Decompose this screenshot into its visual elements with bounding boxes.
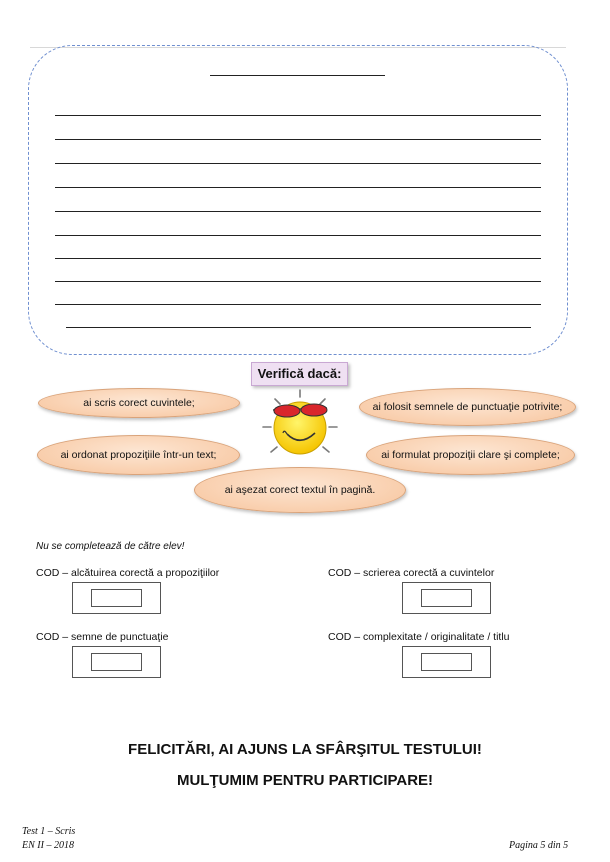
cod-label-complexity: COD – complexitate / originalitate / titlu: [328, 631, 510, 643]
writing-line[interactable]: [55, 115, 541, 116]
writing-line[interactable]: [55, 163, 541, 164]
cod-label-sentences: COD – alcătuirea corectă a propoziţiilor: [36, 567, 220, 579]
writing-line[interactable]: [55, 187, 541, 188]
cod-box-punctuation[interactable]: [72, 646, 161, 678]
teacher-only-note: Nu se completează de către elev!: [36, 541, 185, 552]
cod-inner-field[interactable]: [421, 589, 472, 607]
footer-test-name: Test 1 – Scris: [22, 826, 76, 837]
cod-box-sentences[interactable]: [72, 582, 161, 614]
checklist-bubble-layout: ai aşezat corect textul în pagină.: [194, 467, 406, 513]
writing-area-frame: [28, 45, 568, 355]
writing-line[interactable]: [55, 304, 541, 305]
sun-with-sunglasses-icon: [247, 384, 353, 470]
cod-inner-field[interactable]: [91, 653, 142, 671]
checklist-bubble-spelling: ai scris corect cuvintele;: [38, 388, 240, 418]
writing-line[interactable]: [55, 235, 541, 236]
writing-line[interactable]: [55, 258, 541, 259]
cod-box-complexity[interactable]: [402, 646, 491, 678]
cod-label-punctuation: COD – semne de punctuaţie: [36, 631, 169, 643]
cod-inner-field[interactable]: [421, 653, 472, 671]
cod-inner-field[interactable]: [91, 589, 142, 607]
writing-line[interactable]: [66, 327, 531, 328]
writing-line[interactable]: [55, 281, 541, 282]
thank-you-heading: MULŢUMIM PENTRU PARTICIPARE!: [176, 772, 434, 789]
footer-exam-year: EN II – 2018: [22, 840, 74, 851]
checklist-bubble-punctuation: ai folosit semnele de punctuaţie potrivite;: [359, 388, 576, 426]
cod-box-spelling[interactable]: [402, 582, 491, 614]
title-writing-line[interactable]: [210, 75, 385, 76]
writing-line[interactable]: [55, 139, 541, 140]
checklist-title: Verifică dacă:: [251, 362, 348, 386]
writing-line[interactable]: [55, 211, 541, 212]
checklist-bubble-sentences: ai formulat propoziţii clare şi complete;: [366, 435, 575, 475]
congratulations-heading: FELICITĂRI, AI AJUNS LA SFÂRŞITUL TESTULUI!: [128, 741, 482, 758]
cod-label-spelling: COD – scrierea corectă a cuvintelor: [328, 567, 495, 579]
footer-page-number: Pagina 5 din 5: [509, 840, 569, 851]
checklist-bubble-ordering: ai ordonat propoziţiile într-un text;: [37, 435, 240, 475]
